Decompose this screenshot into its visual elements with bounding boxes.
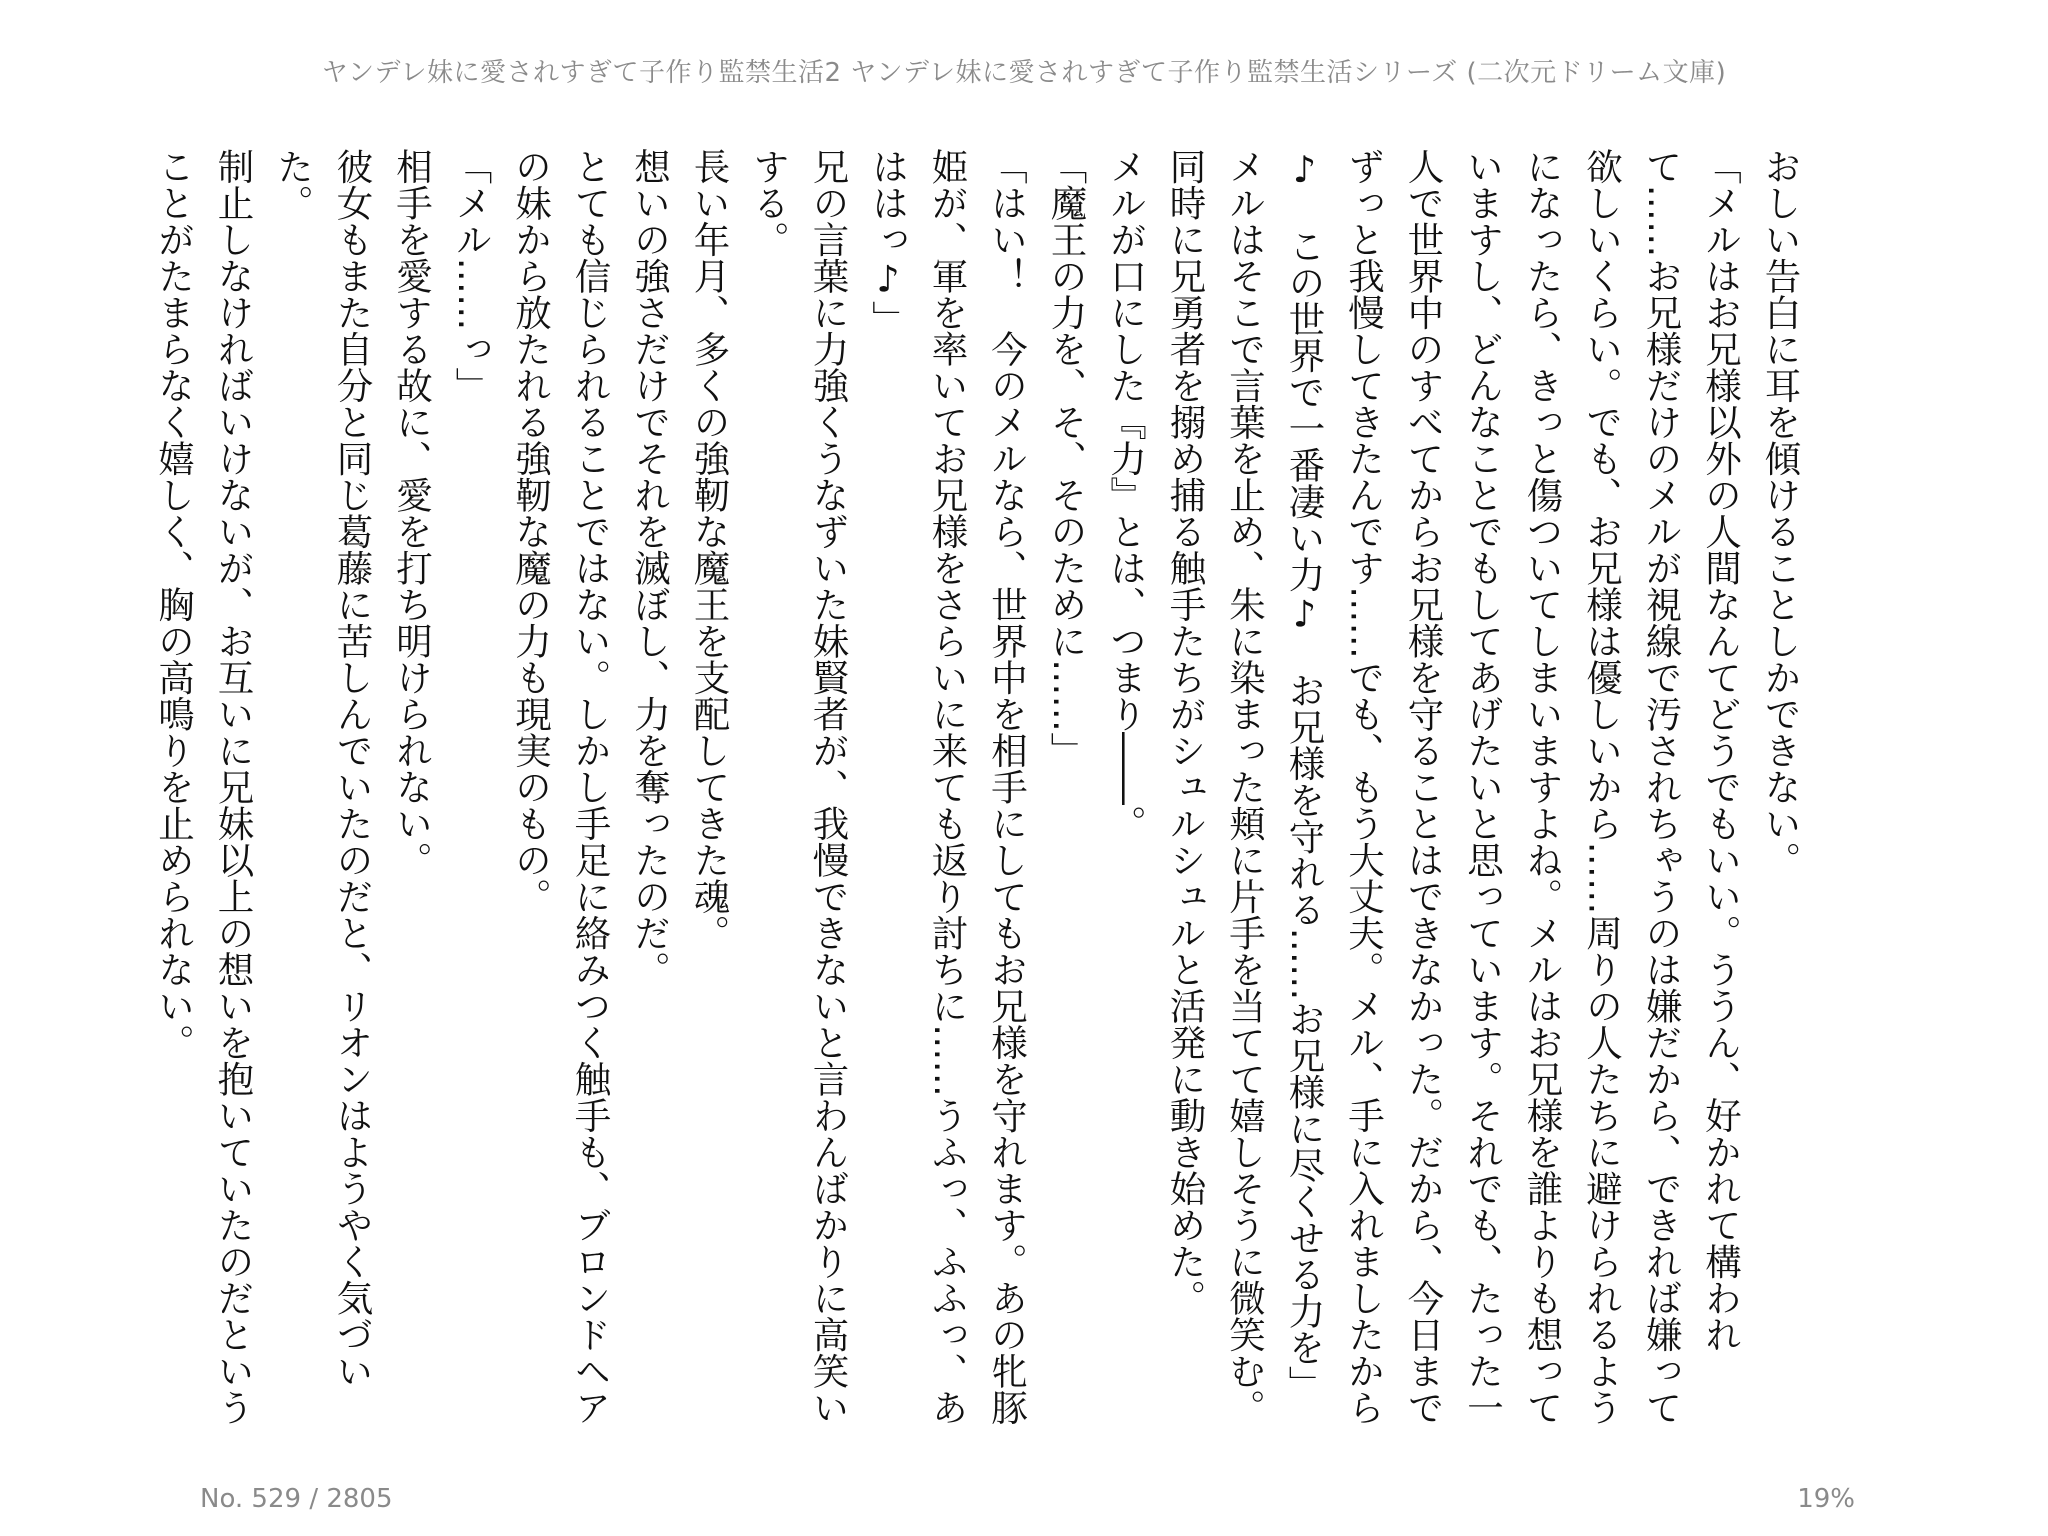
paragraph: 想いの強さだけでそれを滅ぼし、力を奪ったのだ。 (628, 148, 672, 988)
paragraph: 相手を愛する故に、愛を打ち明けられない。 (390, 148, 434, 878)
progress-percent: 19% (1797, 1484, 1855, 1514)
paragraph: 兄の言葉に力強くうなずいた妹賢者が、我慢できないと言わんばかりに高笑いする。 (747, 148, 850, 1426)
paragraph: 「メル……っ」 (450, 148, 493, 404)
location-indicator: No. 529 / 2805 (200, 1484, 393, 1514)
paragraph: メルはそこで言葉を止め、朱に染まった頬に片手を当てて嬉しそうに微笑む。 (1223, 148, 1267, 1426)
paragraph: 「メルはお兄様以外の人間なんてどうでもいい。ううん、好かれて構われて……お兄様だけのメルが視線で汚されちゃうのは嫌だから、できれば嫌って欲しいくらい。でも、お兄様は優しいから……周りの人たちに避けられるようになったら、きっと傷ついてしまいますよね。メルはお兄様を誰よりも想っていますし、どんなことでもしてあげたいと思っています。それでも、たった一人で世界中のすべてからお兄様を守ることはできなかった。だから、今日までずっと我慢してきたんです……でも、もう大丈夫。メル、手に入れましたから♪ この世界で一番凄い力♪ お兄様を守れる……お兄様に尽くせる力を」 (1283, 148, 1743, 1426)
paragraph: とても信じられることではない。しかし手足に絡みつく触手も、ブロンドヘアの妹から放たれる強靭な魔の力も現実のもの。 (509, 148, 612, 1426)
paragraph: おしい告白に耳を傾けることしかできない。 (1759, 148, 1802, 878)
paragraph: 彼女もまた自分と同じ葛藤に苦しんでいたのだと、リオンはようやく気づいた。 (271, 148, 374, 1389)
reader-page[interactable] (152, 148, 1810, 1438)
paragraph: 「はい！ 今のメルなら、世界中を相手にしてもお兄様を守れます。あの牝豚姫が、軍を率いてお兄様をさらいに来ても返り討ちに……うふっ、ふふっ、あははっ♪」 (866, 148, 1029, 1426)
paragraph: 「魔王の力を、そ、そのために……」 (1045, 148, 1088, 769)
paragraph: 同時に兄勇者を搦め捕る触手たちがシュルシュルと活発に動き始めた。 (1164, 148, 1207, 1316)
paragraph: メルが口にした『力』とは、つまり――。 (1104, 148, 1148, 842)
book-title: ヤンデレ妹に愛されすぎて子作り監禁生活2 ヤンデレ妹に愛されすぎて子作り監禁生活シリーズ (二次元ドリーム文庫) (321, 58, 1727, 88)
paragraph: 長い年月、多くの強靭な魔王を支配してきた魂。 (688, 148, 731, 951)
page-text (152, 148, 1810, 1438)
paragraph: 制止しなければいけないが、お互いに兄妹以上の想いを抱いていたのだということがたまらなく嬉しく、胸の高鳴りを止められない。 (152, 148, 255, 1426)
